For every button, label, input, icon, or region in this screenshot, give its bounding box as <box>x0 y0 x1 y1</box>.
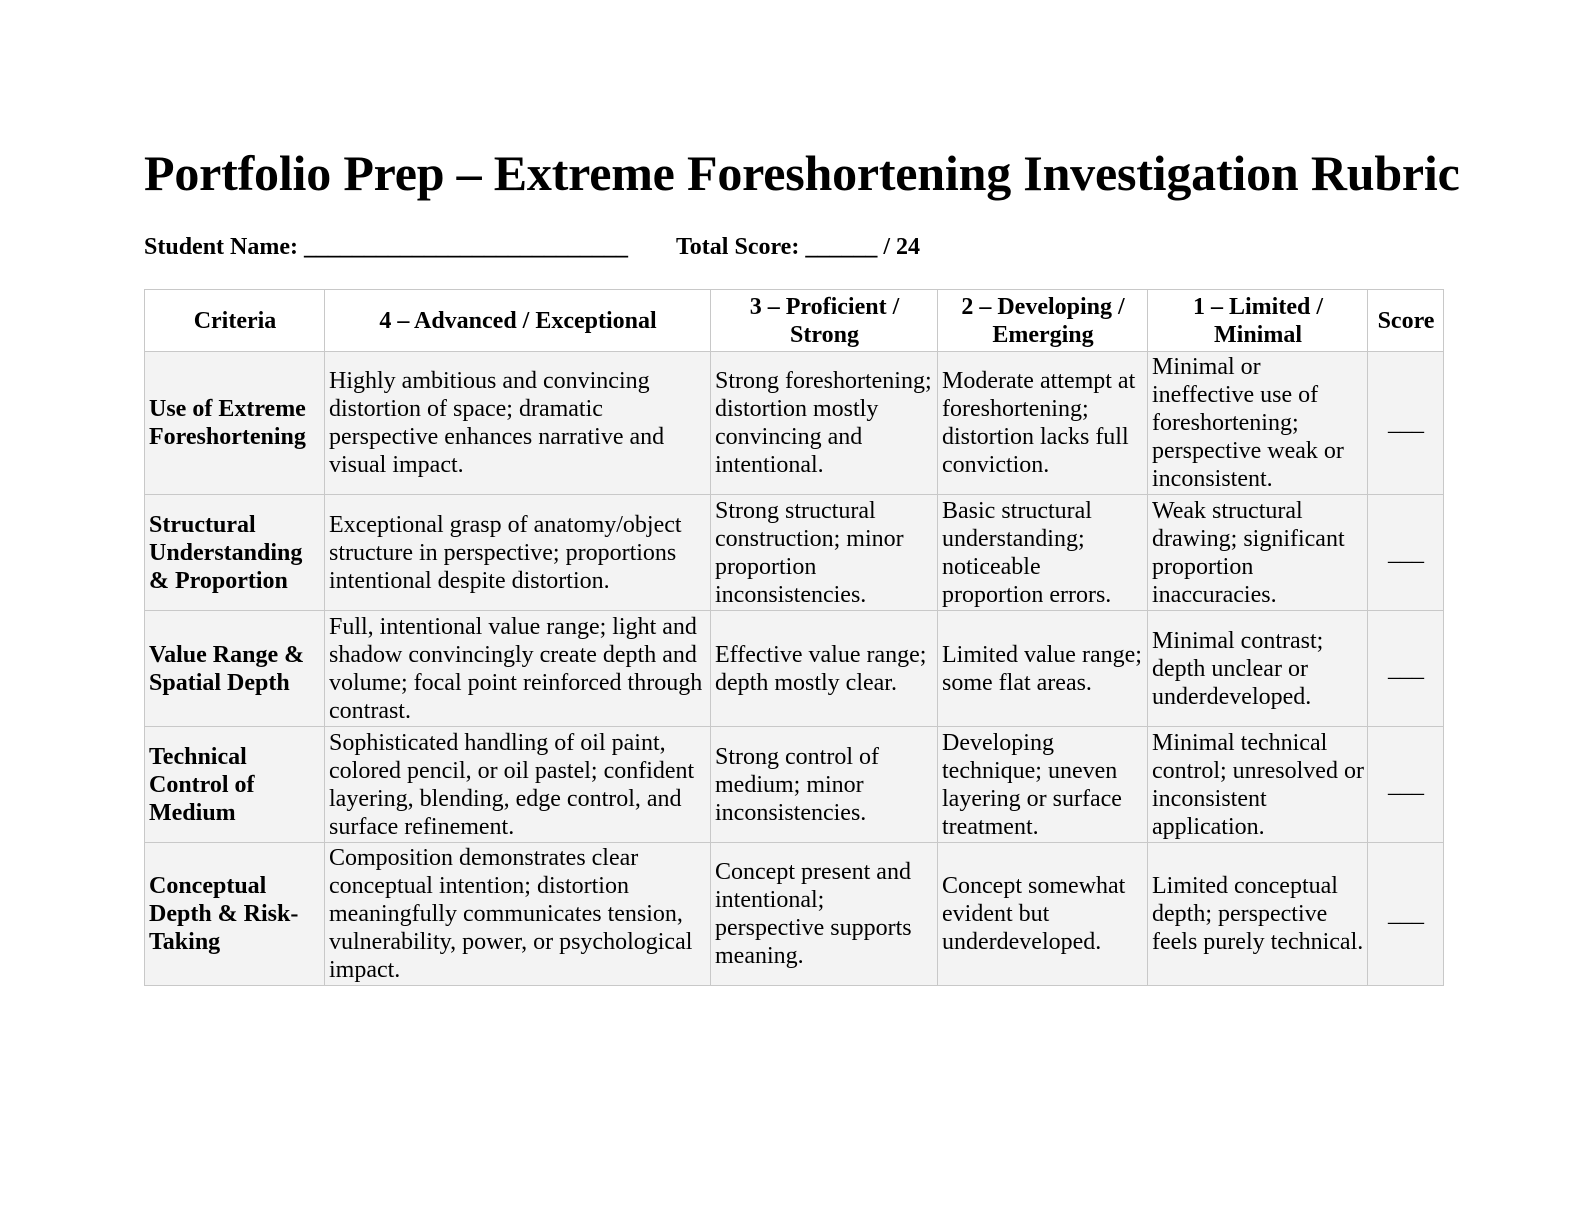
header-advanced: 4 – Advanced / Exceptional <box>325 290 711 352</box>
table-header-row <box>145 290 1444 352</box>
limited-cell: Weak structural drawing; significant proportion inaccuracies. <box>1148 495 1368 611</box>
advanced-cell: Exceptional grasp of anatomy/object structure in perspective; proportions intentional despite distortion. <box>325 495 711 611</box>
table-row <box>145 352 1444 495</box>
limited-cell: Limited conceptual depth; perspective feels purely technical. <box>1148 843 1368 986</box>
developing-cell: Limited value range; some flat areas. <box>938 611 1148 727</box>
table-row <box>145 727 1444 843</box>
score-cell: ___ <box>1368 727 1444 843</box>
score-cell: ___ <box>1368 495 1444 611</box>
student-name-label: Student Name: ___________________________ <box>144 234 628 260</box>
student-info-line <box>144 232 920 262</box>
criteria-cell: Conceptual Depth & Risk-Taking <box>145 843 325 986</box>
proficient-cell: Effective value range; depth mostly clear. <box>711 611 938 727</box>
advanced-cell: Highly ambitious and convincing distortion of space; dramatic perspective enhances narrative and visual impact. <box>325 352 711 495</box>
criteria-cell: Structural Understanding & Proportion <box>145 495 325 611</box>
criteria-cell: Technical Control of Medium <box>145 727 325 843</box>
developing-cell: Developing technique; uneven layering or surface treatment. <box>938 727 1148 843</box>
criteria-cell: Value Range & Spatial Depth <box>145 611 325 727</box>
limited-cell: Minimal or ineffective use of foreshortening; perspective weak or inconsistent. <box>1148 352 1368 495</box>
total-score-label: Total Score: ______ / 24 <box>676 234 920 260</box>
table-row <box>145 843 1444 986</box>
table-row <box>145 611 1444 727</box>
score-cell: ___ <box>1368 843 1444 986</box>
rubric-table <box>144 289 1444 986</box>
document-title: Portfolio Prep – Extreme Foreshortening Investigation Rubric <box>144 145 1460 201</box>
advanced-cell: Sophisticated handling of oil paint, colored pencil, or oil pastel; confident layering, blending, edge control, and surface refinement. <box>325 727 711 843</box>
developing-cell: Concept somewhat evident but underdeveloped. <box>938 843 1148 986</box>
score-cell: ___ <box>1368 352 1444 495</box>
table-row <box>145 495 1444 611</box>
header-developing: 2 – Developing / Emerging <box>938 290 1148 352</box>
header-score: Score <box>1368 290 1444 352</box>
proficient-cell: Concept present and intentional; perspective supports meaning. <box>711 843 938 986</box>
advanced-cell: Full, intentional value range; light and shadow convincingly create depth and volume; focal point reinforced through contrast. <box>325 611 711 727</box>
limited-cell: Minimal technical control; unresolved or inconsistent application. <box>1148 727 1368 843</box>
proficient-cell: Strong structural construction; minor proportion inconsistencies. <box>711 495 938 611</box>
developing-cell: Moderate attempt at foreshortening; distortion lacks full conviction. <box>938 352 1148 495</box>
limited-cell: Minimal contrast; depth unclear or underdeveloped. <box>1148 611 1368 727</box>
header-limited: 1 – Limited / Minimal <box>1148 290 1368 352</box>
score-cell: ___ <box>1368 611 1444 727</box>
proficient-cell: Strong foreshortening; distortion mostly convincing and intentional. <box>711 352 938 495</box>
header-criteria: Criteria <box>145 290 325 352</box>
proficient-cell: Strong control of medium; minor inconsistencies. <box>711 727 938 843</box>
header-proficient: 3 – Proficient / Strong <box>711 290 938 352</box>
advanced-cell: Composition demonstrates clear conceptual intention; distortion meaningfully communicates tension, vulnerability, power, or psychological impact. <box>325 843 711 986</box>
developing-cell: Basic structural understanding; noticeable proportion errors. <box>938 495 1148 611</box>
criteria-cell: Use of Extreme Foreshortening <box>145 352 325 495</box>
